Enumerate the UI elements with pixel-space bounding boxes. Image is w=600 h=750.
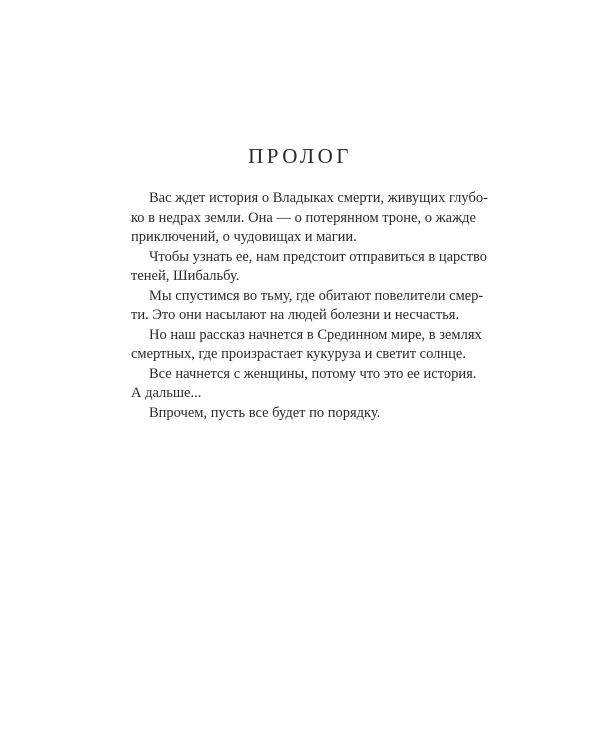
text-line: ко в недрах земли. Она — о потерянном троне, о жажде: [131, 209, 476, 226]
text-line: А дальше...: [131, 385, 202, 401]
text-line: Все начнется с женщины, потому что это ее история.: [149, 365, 477, 382]
text-line: Вас ждет история о Владыках смерти, живущих глубо-: [149, 190, 488, 206]
prologue-text: [131, 189, 488, 423]
text-line: ти. Это они насылают на людей болезни и несчастья.: [131, 307, 459, 323]
text-line: теней, Шибальбу.: [131, 268, 240, 284]
text-line: Мы спустимся во тьму, где обитают повелители смер-: [149, 287, 484, 304]
text-line: Но наш рассказ начнется в Срединном мире, в землях: [149, 326, 482, 343]
text-line: смертных, где произрастает кукуруза и светит солнце.: [131, 346, 466, 362]
text-line: Чтобы узнать ее, нам предстоит отправиться в царство: [149, 248, 488, 265]
text-line: Впрочем, пусть все будет по порядку.: [149, 404, 381, 421]
text-line: приключений, о чудовищах и магии.: [131, 229, 357, 245]
chapter-title: ПРОЛОГ: [248, 144, 352, 168]
